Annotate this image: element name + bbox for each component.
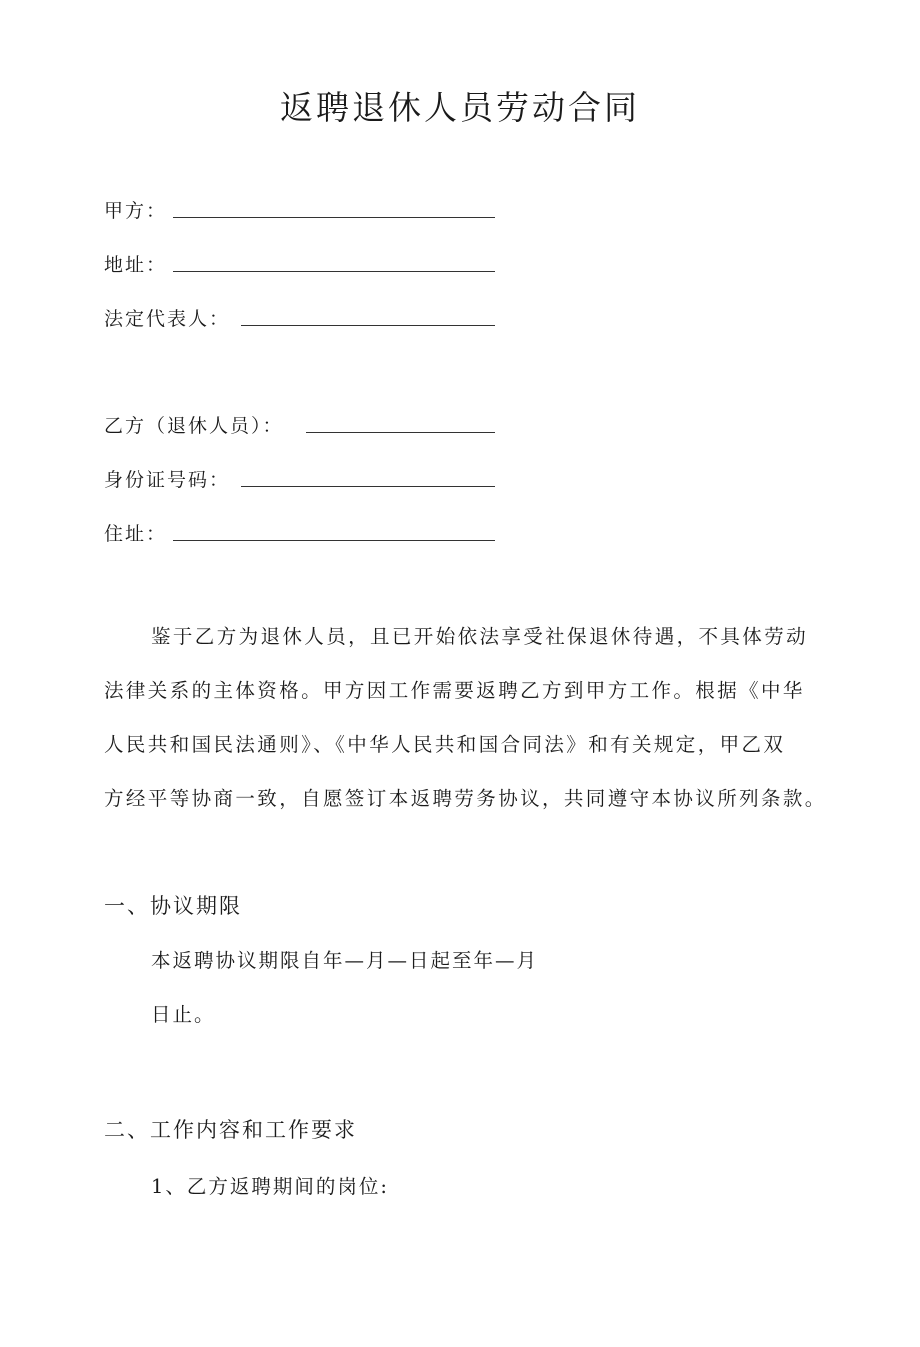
party-b-blank[interactable] [306,432,495,433]
legal-rep-label: 法定代表人： [104,308,231,330]
preamble-line: 鉴于乙方为退休人员，且已开始依法享受社保退休待遇，不具体劳动 [151,625,809,648]
id-number-label: 身份证号码： [104,469,231,491]
party-a-label: 甲方： [104,200,168,222]
party-b-label: 乙方（退休人员）： [104,415,284,437]
section-2-heading: 二、工作内容和工作要求 [104,1118,357,1142]
preamble-paragraph [104,610,832,826]
section-1-heading: 一、协议期限 [104,894,242,918]
preamble-line: 人民共和国民法通则》、《中华人民共和国合同法》和有关规定，甲乙双 [104,733,786,756]
term-line-1: 本返聘协议期限自年—月—日起至年—月 [151,949,539,972]
term-line-2: 日止。 [151,1003,216,1026]
party-b-address-label: 住址： [104,523,168,545]
party-a-address-blank[interactable] [173,271,495,272]
id-number-blank[interactable] [241,486,495,487]
party-b-address-blank[interactable] [173,540,495,541]
document-title: 返聘退休人员劳动合同 [280,88,640,127]
legal-rep-blank[interactable] [241,325,495,326]
preamble-line: 方经平等协商一致，自愿签订本返聘劳务协议，共同遵守本协议所列条款。 [104,787,827,810]
preamble-line: 法律关系的主体资格。甲方因工作需要返聘乙方到甲方工作。根据《中华 [104,679,805,702]
party-a-address-label: 地址： [104,254,168,276]
party-a-blank[interactable] [173,217,495,218]
section-2-item-1: 1、乙方返聘期间的岗位: [151,1175,389,1198]
